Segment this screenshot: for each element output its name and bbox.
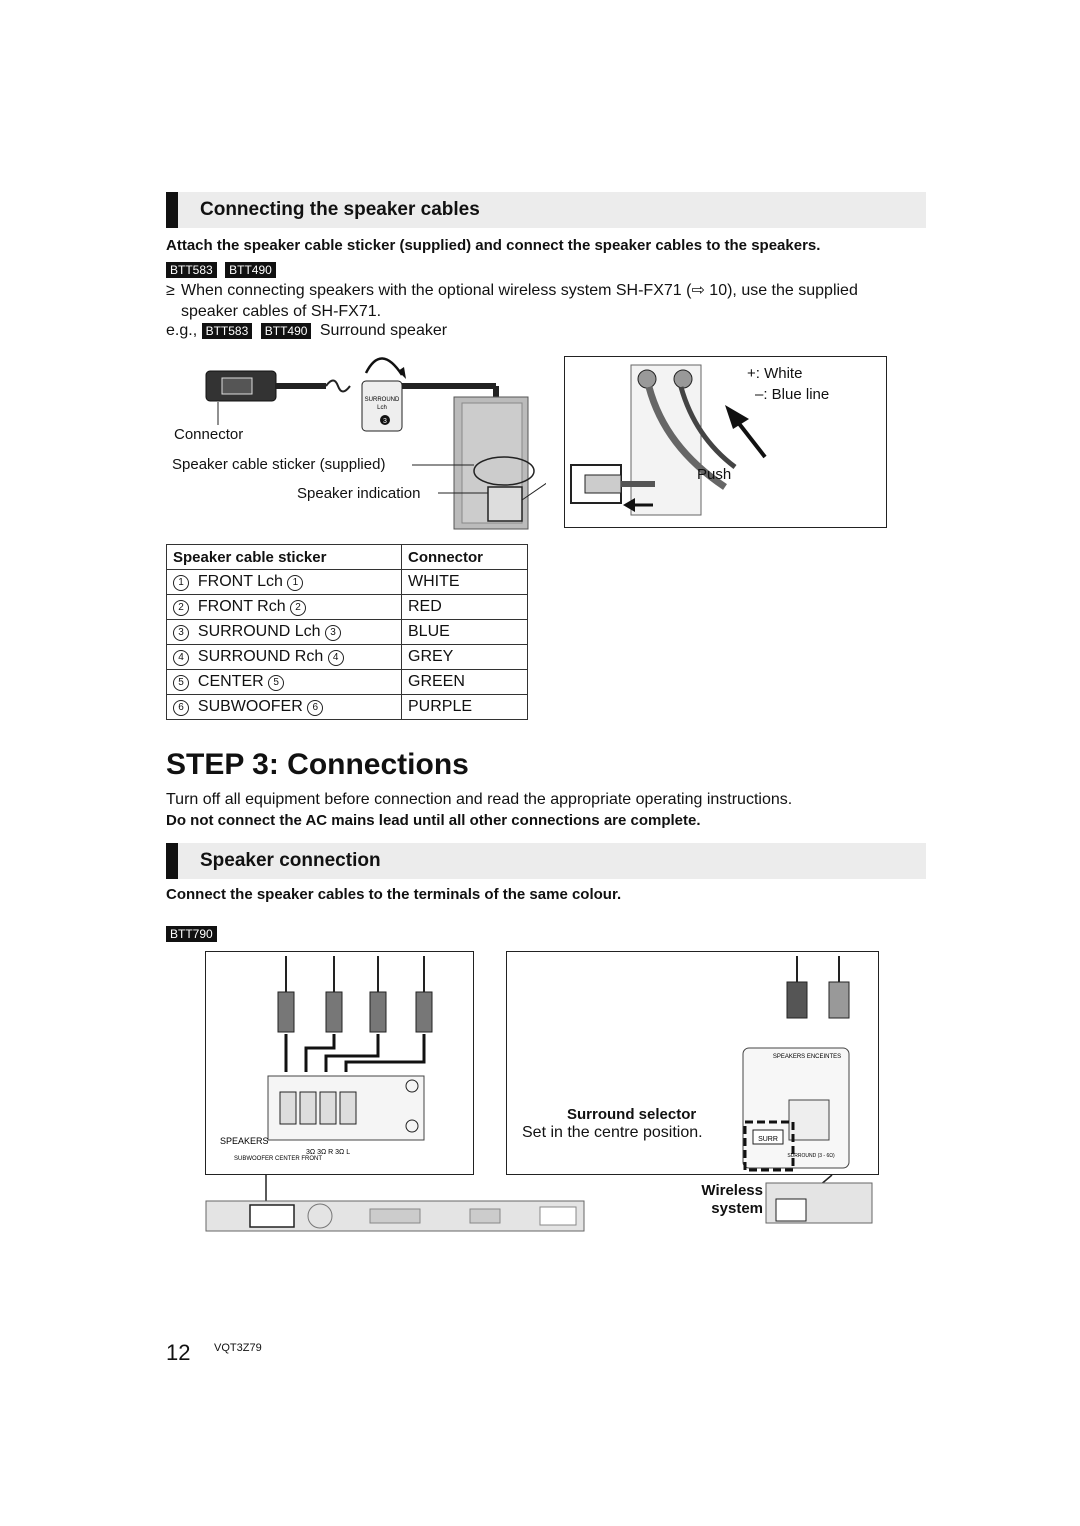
- step-paragraph: Turn off all equipment before connection and read the appropriate operating instructions.: [166, 791, 793, 808]
- svg-text:SURROUND: SURROUND: [364, 397, 400, 403]
- table-header-sticker: Speaker cable sticker: [167, 545, 402, 570]
- table-row: 2 FRONT Rch 2 RED: [167, 595, 528, 620]
- example-suffix: Surround speaker: [319, 322, 448, 339]
- bullet-text: When connecting speakers with the optional wireless system SH-FX71 (⇨ 10), use the supplied speaker cables of SH-FX71.: [181, 282, 858, 320]
- badge-row: [166, 261, 280, 279]
- section-title: Speaker connection: [200, 850, 381, 871]
- page-number: 12: [166, 1340, 191, 1365]
- badge-btt790-row: [166, 925, 221, 943]
- section-header-speaker-cables: [166, 192, 926, 228]
- label-plus-white: +: White: [747, 365, 803, 382]
- table-row: 6 SUBWOOFER 6 PURPLE: [167, 695, 528, 720]
- table-header-connector: Connector: [402, 545, 528, 570]
- table-row: 5 CENTER 5 GREEN: [167, 670, 528, 695]
- badge-btt490-eg: BTT490: [261, 323, 312, 339]
- label-minus-blue: –: Blue line: [755, 386, 830, 403]
- label-surround-note: Set in the centre position.: [522, 1124, 703, 1141]
- example-line: [166, 322, 447, 340]
- bullet-note: [166, 280, 906, 322]
- step-title: STEP 3: Connections: [166, 748, 469, 781]
- section-title: Connecting the speaker cables: [200, 199, 480, 220]
- label-wireless: Wireless: [701, 1182, 763, 1199]
- detail-box: [564, 356, 887, 528]
- label-connector: Connector: [174, 426, 244, 443]
- svg-text:SPEAKERS ENCEINTES: SPEAKERS ENCEINTES: [772, 1054, 842, 1060]
- label-push: Push: [697, 466, 732, 483]
- badge-btt790: BTT790: [166, 926, 217, 942]
- badge-btt583: BTT583: [166, 262, 217, 278]
- header-bar: [166, 843, 178, 879]
- connection-intro: Connect the speaker cables to the terminals of the same colour.: [166, 886, 622, 903]
- label-sticker: Speaker cable sticker (supplied): [172, 456, 386, 473]
- example-prefix: e.g.,: [166, 322, 198, 339]
- badge-btt583-eg: BTT583: [202, 323, 253, 339]
- bullet-symbol: ≥: [166, 282, 175, 299]
- label-system: system: [711, 1200, 763, 1217]
- svg-text:SPEAKERS: SPEAKERS: [220, 1136, 269, 1146]
- svg-text:SURROUND (3 - 6Ω): SURROUND (3 - 6Ω): [787, 1153, 835, 1159]
- speaker-terminal-box: [205, 951, 474, 1175]
- badge-btt490: BTT490: [225, 262, 276, 278]
- svg-text:Lch: Lch: [377, 405, 387, 411]
- document-code: VQT3Z79: [214, 1342, 262, 1354]
- table-row: 1 FRONT Lch 1 WHITE: [167, 570, 528, 595]
- svg-text:3: 3: [383, 418, 387, 425]
- sticker-table: [166, 544, 528, 720]
- label-indication: Speaker indication: [297, 485, 421, 502]
- intro-text: Attach the speaker cable sticker (supplied) and connect the speaker cables to the speakers.: [166, 237, 821, 254]
- svg-text:SUBWOOFER CENTER FRONT: SUBWOOFER CENTER FRONT: [234, 1156, 322, 1162]
- table-row: 3 SURROUND Lch 3 BLUE: [167, 620, 528, 645]
- svg-text:SURR: SURR: [758, 1136, 778, 1143]
- label-surround-selector: Surround selector: [567, 1106, 697, 1123]
- svg-text:3Ω 3Ω R 3Ω L: 3Ω 3Ω R 3Ω L: [306, 1149, 351, 1156]
- section-header-speaker-connection: [166, 843, 926, 879]
- step-warning: Do not connect the AC mains lead until all other connections are complete.: [166, 812, 701, 829]
- header-bar: [166, 192, 178, 228]
- rear-panel-illustration: [200, 1173, 880, 1235]
- surround-selector-box: [506, 951, 879, 1175]
- table-row: 4 SURROUND Rch 4 GREY: [167, 645, 528, 670]
